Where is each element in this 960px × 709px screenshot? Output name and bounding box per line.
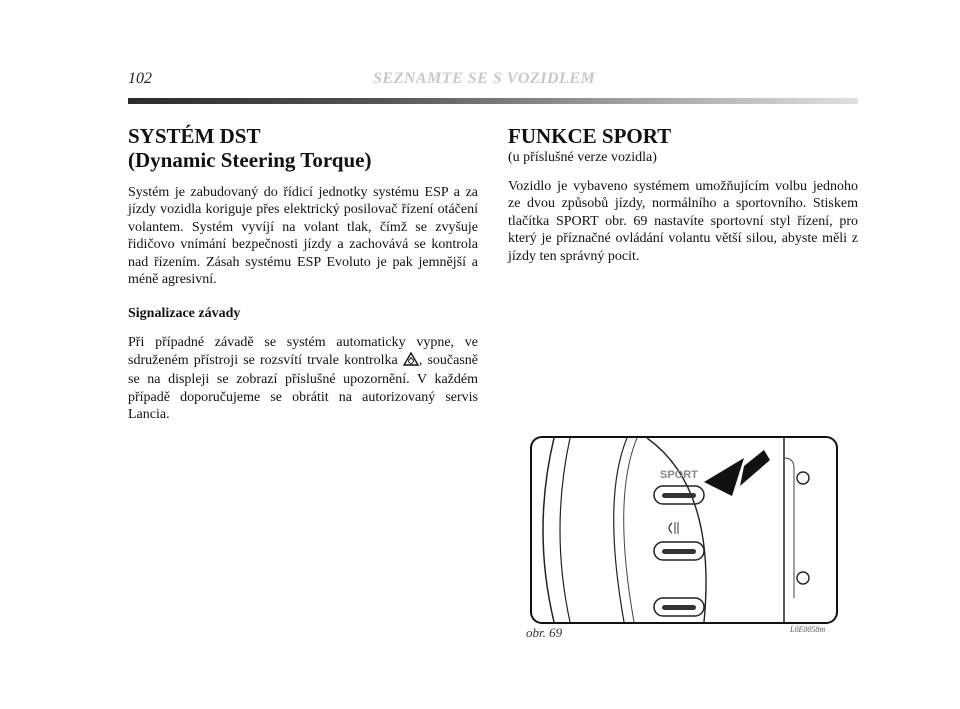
sport-paragraph: Vozidlo je vybaveno systémem umožňujícím volbu jednoho ze dvou způsobů jízdy, normálního a sportovního. Stiskem tlačítka SPORT obr. 69 nastavíte sportovní styl řízení, pro který je příznačné ovládání volantu větší silou, abyste měli z jízdy ten správný pocit.	[508, 179, 858, 264]
dashboard-illustration	[532, 438, 836, 622]
right-column	[508, 124, 858, 265]
figure-caption: obr. 69	[526, 625, 563, 640]
sport-button-figure	[530, 436, 838, 624]
dst-title	[128, 124, 478, 172]
dst-paragraph: Systém je zabudovaný do řídicí jednotky systému ESP a za jízdy vozidla koriguje přes elektrický posilovač řízení otáčení volantem. Systém vyvíjí na volant tlak, čímž se zvyšuje řidičovo vnímání bezpečnosti jízdy a zachovává se kontrola nad řízením. Zásah systému ESP Evoluto je pak jemnější a méně agresivní.	[128, 185, 478, 288]
fault-text-after: , současně se na displeji se zobrazí příslušné upozornění. V každém případě doporučujeme se obrátit na autorizovaný servis Lancia.	[128, 352, 478, 423]
dst-title-line1: SYSTÉM DST	[128, 124, 261, 148]
headlamp-symbol	[669, 522, 678, 534]
fault-subheading: Signalizace závady	[128, 306, 241, 322]
section-title: SEZNAMTE SE S VOZIDLEM	[373, 70, 596, 87]
figure-code: L0E0058m	[790, 625, 826, 634]
steering-warning-icon	[403, 352, 419, 371]
sport-button-label: SPORT	[660, 469, 698, 481]
arrow-icon	[740, 450, 770, 486]
sport-subtitle: (u příslušné verze vozidla)	[508, 150, 657, 165]
header-rule	[128, 98, 858, 104]
fault-text-before: Při případné závadě se systém automaticky vypne, ve sdruženém přístroji se rozsvítí trvale kontrolka	[128, 335, 478, 368]
fault-paragraph	[128, 334, 478, 423]
page-header	[128, 70, 858, 92]
left-column	[128, 124, 478, 423]
dst-title-line2: (Dynamic Steering Torque)	[128, 148, 372, 172]
page-number: 102	[128, 70, 152, 87]
sport-title: FUNKCE SPORT	[508, 124, 672, 148]
